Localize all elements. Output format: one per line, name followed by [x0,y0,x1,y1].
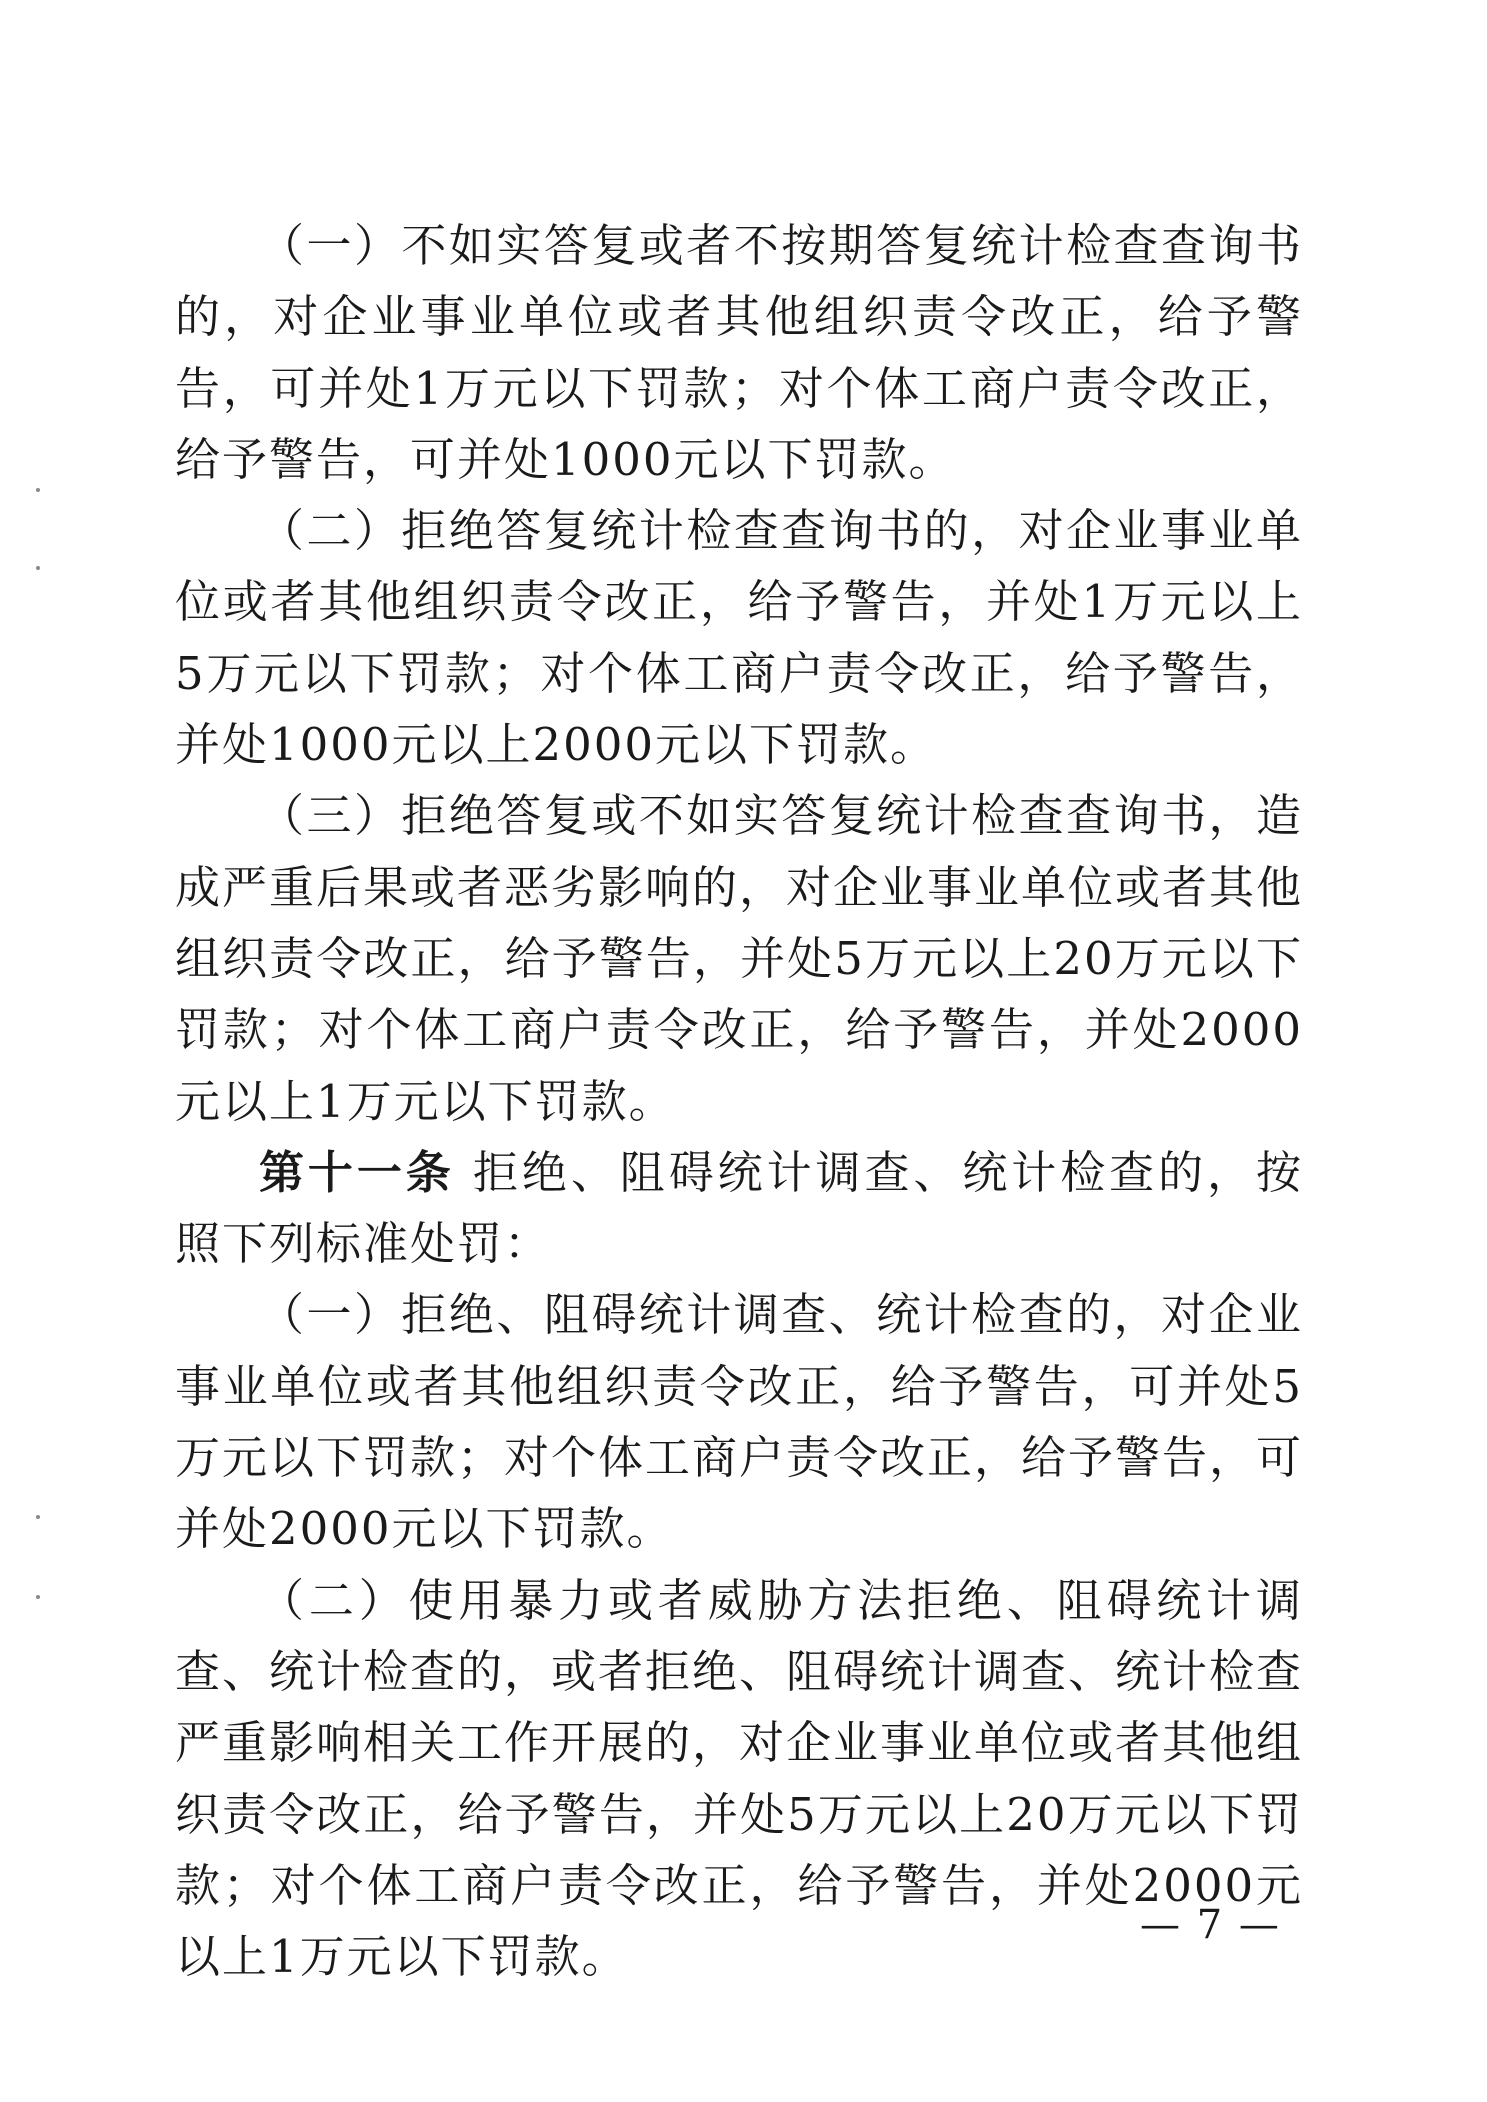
paragraph-item-1 [175,210,1303,495]
paragraph-text: （二）使用暴力或者威胁方法拒绝、阻碍统计调查、统计检查的，或者拒绝、阻碍统计调查、统计检查严重影响相关工作开展的，对企业事业单位或者其他组织责令改正，给予警告，并处5万元以上20万元以下罚款；对个体工商户责令改正，给予警告，并处2000元以上1万元以下罚款。 [175,1573,1304,1984]
paragraph-text: 拒绝、阻碍统计调查、统计检查的，按照下列标准处罚： [175,1145,1303,1271]
paragraph-item-3 [175,780,1303,1136]
article-heading: 第十一条 [259,1145,455,1199]
paragraph-item-2 [175,495,1303,780]
scan-artifact-dot [36,488,40,492]
paragraph-item-5 [175,1565,1303,1993]
article-11 [175,1137,1303,1280]
paragraph-text: （一）拒绝、阻碍统计调查、统计检查的，对企业事业单位或者其他组织责令改正，给予警告，可并处5万元以下罚款；对个体工商户责令改正，给予警告，可并处2000元以下罚款。 [175,1288,1304,1556]
scan-artifact-dot [36,566,40,570]
scan-artifact-dot [36,1595,40,1599]
scan-artifact-dot [36,1515,40,1519]
paragraph-text: （二）拒绝答复统计检查查询书的，对企业事业单位或者其他组织责令改正，给予警告，并处1万元以上5万元以下罚款；对个体工商户责令改正，给予警告，并处1000元以上2000元以下罚款。 [175,504,1303,772]
document-body [175,210,1303,1992]
paragraph-text: （一）不如实答复或者不按期答复统计检查查询书的，对企业事业单位或者其他组织责令改正，给予警告，可并处1万元以下罚款；对个体工商户责令改正，给予警告，可并处1000元以下罚款。 [175,219,1303,486]
page-number: — 7 — [1140,1902,1281,1948]
paragraph-text: （三）拒绝答复或不如实答复统计检查查询书，造成严重后果或者恶劣影响的，对企业事业单位或者其他组织责令改正，给予警告，并处5万元以上20万元以下罚款；对个体工商户责令改正，给予警告，并处2000元以上1万元以下罚款。 [175,789,1304,1128]
paragraph-item-4 [175,1279,1303,1564]
